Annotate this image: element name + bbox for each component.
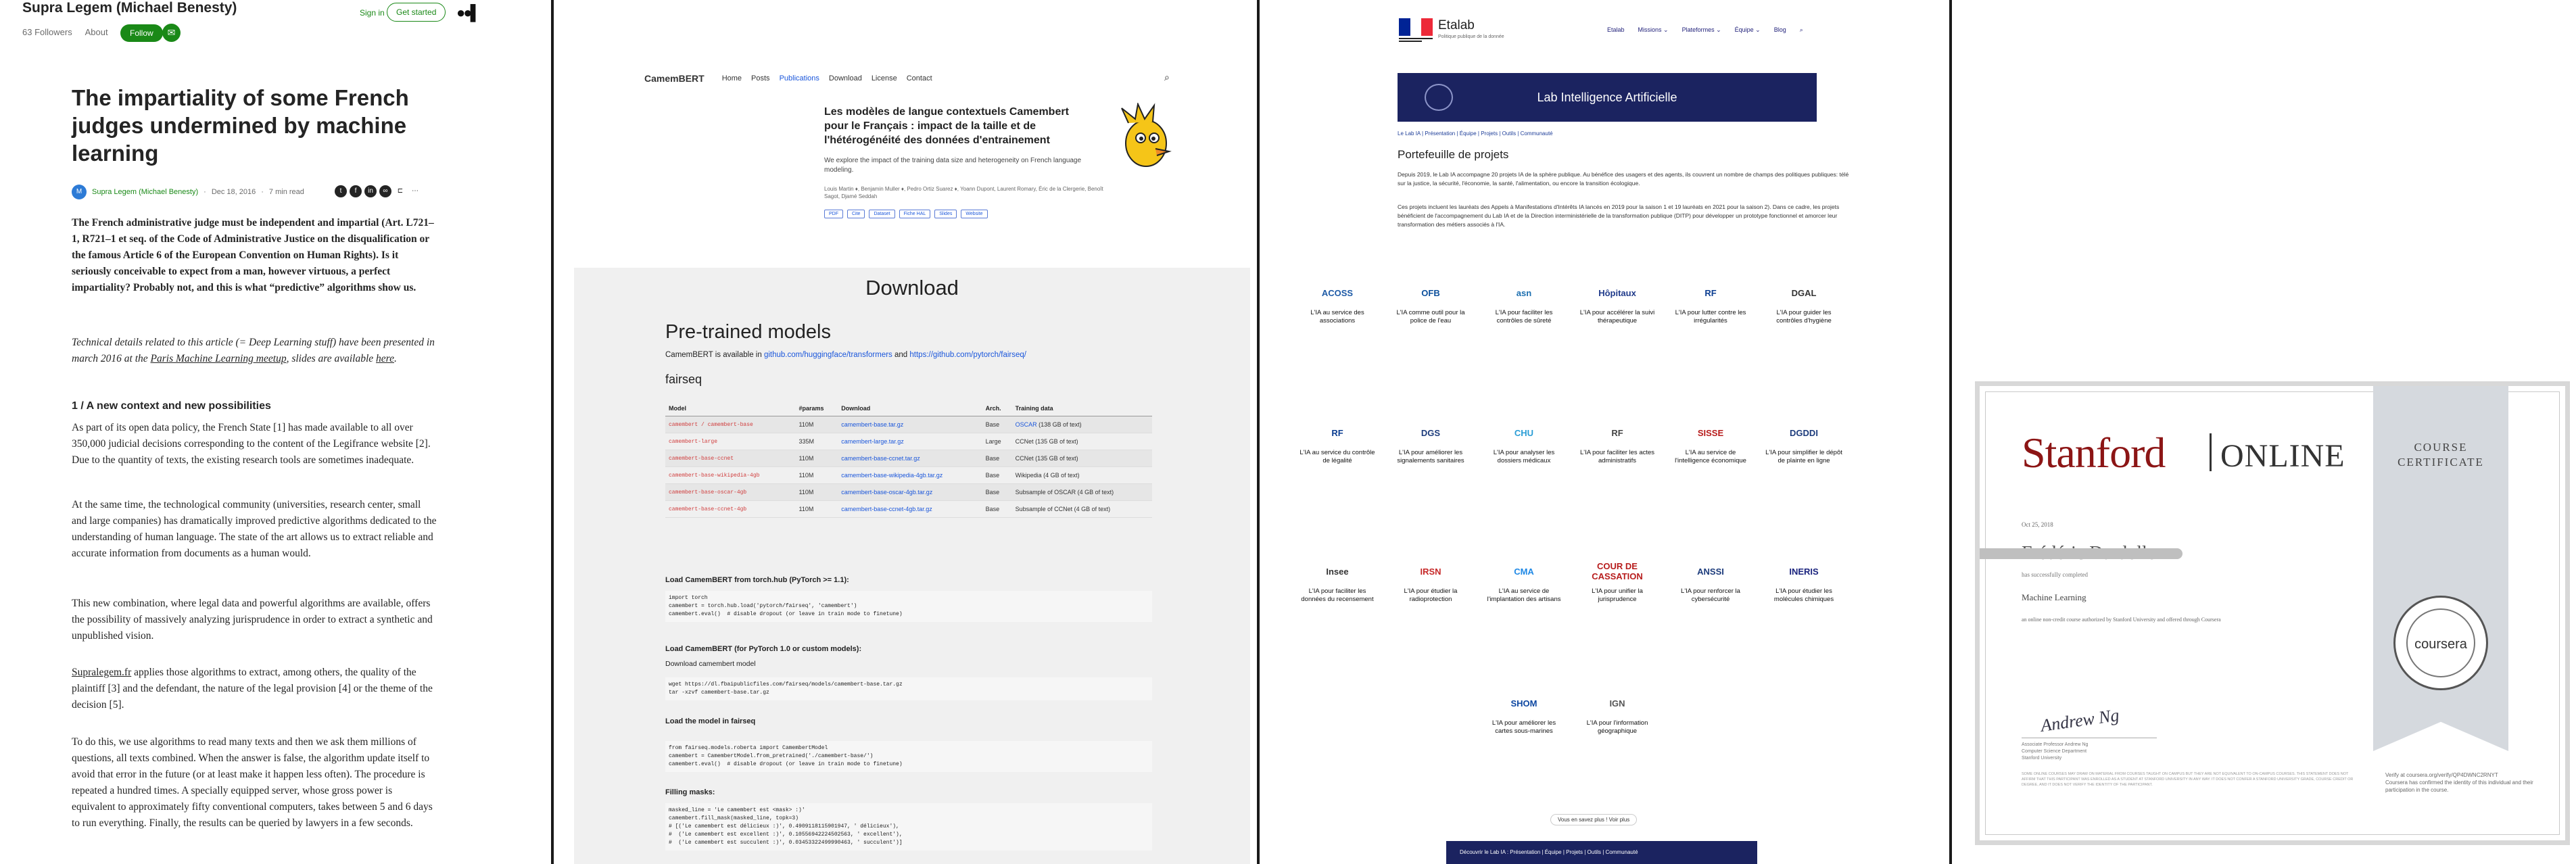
table-row [665, 416, 1152, 433]
intro-paragraph-2: Ces projets incluent les lauréats des Appels à Manifestations d'Intérêts IA lancés en 2019 pour la saison 1 et 19 lauréats en 2021 pour la saison 2). Dans ce cadre, les projets bénéficient de l'accompagnement du Lab IA et de la Direction interministérielle de la transformation publique (DITP) pour développer un prototype fonctionnel et amorcer leur transformation des métiers associés à l'IA. [1398, 203, 1840, 228]
redaction-bar [1980, 548, 2183, 559]
disclaimer-text: SOME ONLINE COURSES MAY DRAW ON MATERIAL FROM COURSES TAUGHT ON CAMPUS BUT THEY ARE NOT EQUIVALENT TO ON-CAMPUS COURSES. THIS STATEMENT DOES NOT AFFIRM THAT THIS PARTICIPANT WAS ENROLLED AS A STUDENT AT STANFORD UNIVERSITY IN ANY WAY. IT DOES NOT CONFER A STANFORD UNIVERSITY GRADE, COURSE CREDIT OR DEGREE, AND IT DOES NOT VERIFY THE IDENTITY OF THE PARTICIPANT. [2022, 772, 2354, 787]
project-logo: RF [1704, 287, 1717, 298]
paper-authors: Louis Martin ♦, Benjamin Muller ♦, Pedro Ortiz Suarez ♦, Yoann Dupont, Laurent Romary, Éric de la Clergerie, Benoît Sagot, Djamé Seddah [824, 186, 1103, 199]
share-bar [335, 185, 421, 197]
download-model-text: Download camembert model [665, 660, 756, 668]
paper-summary: We explore the impact of the training data size and heterogeneity on French language modeling. [824, 157, 1082, 174]
camembert-page [554, 0, 1257, 864]
followers-count[interactable]: 63 Followers [22, 27, 72, 37]
project-title: L'IA au service des associations [1310, 309, 1364, 325]
model-name: camembert-base-ccnet [665, 450, 796, 467]
article-title: The impartiality of some French judges undermined by machine learning [72, 85, 409, 166]
code-fill: masked_line = 'Le camembert est <mask> :)' camembert.fill_mask(masked_line, topk=3) # [('Le camembert est délicieux :)', 0.4909118115901947, ' délicieux'), # ('Le camembert est excellent :)', 0.10556942224502563, ' excellent'), # ('Le camembert est succulent :)', 0.03453322499990463, ' succulent')] [665, 803, 1152, 850]
fairseq-link[interactable]: https://github.com/pytorch/fairseq/ [909, 351, 1026, 359]
download-section [574, 268, 1250, 864]
project-card[interactable] [1483, 690, 1565, 736]
site-logo[interactable]: CamemBERT [644, 73, 705, 84]
supralegem-link[interactable]: Supralegem.fr [72, 667, 132, 678]
project-title: L'IA pour étudier la radioprotection [1404, 587, 1458, 603]
model-name: camembert-base-wikipedia-4gb [665, 467, 796, 484]
load-custom-heading: Load CamemBERT (for PyTorch 1.0 or custom models): [665, 645, 862, 653]
etalab-page [1260, 0, 1949, 864]
nav-missions[interactable]: Missions ⌄ [1638, 26, 1669, 33]
project-logo: INERIS [1789, 566, 1819, 577]
footer-nav[interactable]: Découvrir le Lab IA : Présentation | Équipe | Projets | Outils | Communauté [1446, 841, 1757, 864]
section-heading: 1 / A new context and new possibilities [72, 400, 271, 412]
model-arch: Large [982, 433, 1012, 450]
project-card[interactable] [1483, 279, 1565, 325]
model-download-link[interactable]: camembert-large.tar.gz [838, 433, 982, 450]
nav-publications[interactable]: Publications [779, 74, 819, 82]
intro-paragraph-1: Depuis 2019, le Lab IA accompagne 20 projets IA de la sphère publique. Au bénéfice des usagers et des agents, ils couvrent un nombre de champs des politiques publiques: télé sur la justice, la sécurité, l'économie, la santé, l'alimentation, ou encore la transition écologique. [1398, 171, 1849, 187]
model-params: 110M [796, 450, 838, 467]
model-arch: Base [982, 467, 1012, 484]
project-title: L'IA pour simplifier le dépôt de plainte en ligne [1765, 449, 1842, 464]
model-name: camembert-large [665, 433, 796, 450]
nav-contact[interactable]: Contact [906, 74, 932, 82]
model-training-data: OSCAR (138 GB of text) [1012, 416, 1152, 433]
get-started-button[interactable]: Get started [387, 3, 446, 22]
code-fairseq: from fairseq.models.roberta import CamembertModel camembert = CamembertModel.from_pretrained('./camembert-base/') camembert.eval() # disable dropout (or leave in train mode to finetune) [665, 741, 1152, 772]
project-logo: DGS [1421, 427, 1441, 438]
link-icon[interactable]: ∞ [379, 185, 391, 197]
project-logo: OFB [1421, 287, 1440, 298]
project-card[interactable] [1297, 419, 1378, 465]
certificate-date: Oct 25, 2018 [2022, 521, 2053, 528]
paragraph-4: Supralegem.fr applies those algorithms to extract, among others, the quality of the plaintiff [3] and the defendant, the nature of the legal provision [4] or the theme of the decision [5]. [72, 667, 433, 711]
camembert-mascot-icon [1115, 103, 1174, 170]
col-training: Training data [1012, 401, 1152, 416]
signer-name: Associate Professor Andrew Ng Computer Science Department Stanford University [2022, 742, 2089, 761]
project-logo: ANSSI [1697, 566, 1724, 577]
project-logo: SHOM [1510, 698, 1537, 709]
project-card[interactable] [1670, 419, 1751, 465]
course-description: an online non-credit course authorized by Stanford University and offered through Coursera [2022, 617, 2221, 623]
project-title: L'IA pour étudier les molécules chimiques [1773, 587, 1834, 603]
project-title: L'IA pour unifier la jurisprudence [1592, 587, 1643, 603]
fairseq-heading: fairseq [665, 373, 702, 386]
dataset-button[interactable]: Dataset [869, 210, 895, 218]
project-logo: COUR DE CASSATION [1592, 561, 1643, 581]
filling-masks-heading: Filling masks: [665, 788, 715, 796]
download-heading: Download [865, 276, 959, 299]
read-time: 7 min read [268, 188, 304, 196]
technical-note: Technical details related to this article (= Deep Learning stuff) have been presented in march 2016 at the Paris Machine Learning meetup, slides are available here. [72, 337, 435, 364]
etalab-tagline: Politique publique de la donnée [1438, 34, 1504, 39]
nav-equipe[interactable]: Équipe ⌄ [1734, 26, 1761, 33]
sign-in-link[interactable]: Sign in [360, 8, 385, 18]
certificate-view [1952, 0, 2576, 864]
project-card[interactable] [1763, 279, 1844, 325]
meetup-link[interactable]: Paris Machine Learning meetup [150, 353, 287, 364]
project-card[interactable] [1297, 279, 1378, 325]
project-logo: RF [1331, 427, 1343, 438]
slides-button[interactable]: Slides [934, 210, 957, 218]
about-link[interactable]: About [85, 27, 108, 37]
hal-button[interactable]: Fiche HAL [899, 210, 931, 218]
load-fairseq-heading: Load the model in fairseq [665, 717, 756, 725]
linkedin-icon[interactable]: in [364, 185, 377, 197]
search-icon[interactable]: ⌕ [1164, 72, 1170, 82]
project-logo: Insee [1326, 566, 1349, 577]
nav-etalab[interactable]: Etalab [1607, 26, 1625, 33]
paper-links [824, 210, 988, 218]
see-more-button[interactable]: Vous en savez plus ! Voir plus [1550, 814, 1637, 825]
project-logo: IRSN [1420, 566, 1441, 577]
nav-download[interactable]: Download [828, 74, 862, 82]
model-arch: Base [982, 484, 1012, 501]
project-logo: IGN [1609, 698, 1625, 709]
project-logo: CMA [1514, 566, 1534, 577]
project-title: L'IA comme outil pour la police de l'eau [1396, 309, 1465, 325]
article-date: Dec 18, 2016 [211, 188, 256, 196]
completed-text: has successfully completed [2022, 571, 2088, 578]
project-card[interactable] [1483, 419, 1565, 465]
table-row [665, 467, 1152, 484]
model-params: 110M [796, 416, 838, 433]
subscribe-mail-icon[interactable]: ✉ [162, 24, 181, 42]
coursera-seal-icon [2393, 596, 2488, 690]
project-title: L'IA pour améliorer les signalements sanitaires [1397, 449, 1464, 464]
project-logo: Hôpitaux [1598, 287, 1636, 298]
project-card[interactable] [1483, 558, 1565, 604]
course-certificate [1975, 381, 2570, 845]
project-title: L'IA pour faciliter les actes administratifs [1579, 449, 1655, 464]
top-nav [644, 73, 932, 84]
facebook-icon[interactable]: f [350, 185, 362, 197]
model-training-data: CCNet (135 GB of text) [1012, 450, 1152, 467]
project-card[interactable] [1577, 558, 1658, 604]
oscar-link[interactable]: OSCAR [1015, 421, 1037, 428]
model-params: 335M [796, 433, 838, 450]
marianne-flag-icon[interactable] [1399, 18, 1433, 44]
publication-name[interactable]: Supra Legem (Michael Benesty) [22, 0, 237, 16]
top-nav [1607, 26, 1803, 34]
project-logo: ACOSS [1321, 287, 1354, 298]
website-button[interactable]: Website [961, 210, 987, 218]
project-title: L'IA au service du contrôle de légalité [1299, 449, 1375, 464]
paragraph-1: As part of its open data policy, the French State [1] has made available to all over 350,000 judicial decisions corresponding to the content of the Legifrance website [2]. Due to the quantity of texts, the existing research tools are sometimes inadequate. [72, 422, 431, 466]
project-card[interactable] [1577, 690, 1658, 736]
model-params: 110M [796, 501, 838, 518]
model-name: camembert-base-ccnet-4gb [665, 501, 796, 518]
transformers-link[interactable]: github.com/huggingface/transformers [763, 351, 892, 359]
logo-divider [2210, 433, 2212, 471]
project-card[interactable] [1297, 558, 1378, 604]
col-arch: Arch. [982, 401, 1012, 416]
verify-text[interactable]: Verify at coursera.org/verify/QP4DWNC2RNYT Coursera has confirmed the identity of this individual and their participation in the course. [2385, 772, 2533, 793]
publication-meta [22, 27, 119, 37]
project-title: L'IA pour lutter contre les irrégularités [1675, 309, 1746, 325]
page-heading: Portefeuille de projets [1398, 148, 1509, 161]
col-model: Model [665, 401, 796, 416]
model-training-data: Wikipedia (4 GB of text) [1012, 467, 1152, 484]
stanford-logo: Stanford [2022, 429, 2166, 477]
paragraph-5: To do this, we use algorithms to read many texts and then we ask them millions of questions, all texts combined. When the answer is false, the algorithm update itself to avoid that error in the future (or at least make it happen less often). The procedure is repeated a hundred times. A specially equipped server, whose gross power is equivalent to approximately fifty conventional computers, takes between 5 and 6 days to run everything. Finally, the results can be queried by lawyers in a few seconds. [72, 736, 433, 829]
model-arch: Base [982, 416, 1012, 433]
model-download-link[interactable]: camembert-base-ccnet-4gb.tar.gz [838, 501, 982, 518]
project-title: L'IA pour analyser les dossiers médicaux [1493, 449, 1555, 464]
project-logo: RF [1611, 427, 1623, 438]
model-name: camembert / camembert-base [665, 416, 796, 433]
project-title: L'IA pour guider les contrôles d'hygiène [1776, 309, 1832, 325]
models-table [665, 401, 1152, 518]
project-logo: CHU [1514, 427, 1534, 438]
table-row [665, 433, 1152, 450]
model-name: camembert-base-oscar-4gb [665, 484, 796, 501]
search-icon[interactable]: ⌕ [1799, 26, 1803, 33]
author-link[interactable]: Supra Legem (Michael Benesty) [92, 188, 199, 196]
project-card[interactable] [1763, 558, 1844, 604]
banner-title: Lab Intelligence Artificielle [1537, 91, 1677, 104]
pretrained-heading: Pre-trained models [665, 321, 831, 343]
project-title: L'IA pour faciliter les contrôles de sûreté [1495, 309, 1553, 325]
model-training-data: Subsample of OSCAR (4 GB of text) [1012, 484, 1152, 501]
project-card[interactable] [1670, 558, 1751, 604]
course-name: Machine Learning [2022, 592, 2086, 602]
col-download: Download [838, 401, 982, 416]
nav-home[interactable]: Home [721, 74, 742, 82]
nav-license[interactable]: License [871, 74, 897, 82]
medium-logo-icon[interactable]: ●●▌ [456, 4, 479, 21]
model-download-link[interactable]: camembert-base-ccnet.tar.gz [838, 450, 982, 467]
bookmark-icon[interactable]: ⊏ [397, 187, 404, 195]
table-row [665, 484, 1152, 501]
model-download-link[interactable]: camembert-base-wikipedia-4gb.tar.gz [838, 467, 982, 484]
certificate-label: COURSE CERTIFICATE [2398, 441, 2484, 469]
sub-nav[interactable]: Le Lab IA | Présentation | Équipe | Projets | Outils | Communauté [1398, 130, 1553, 137]
project-card[interactable] [1390, 279, 1471, 325]
code-download: wget https://dl.fbaipublicfiles.com/fairseq/models/camembert-base.tar.gz tar -xzvf camembert-base.tar.gz [665, 677, 1152, 700]
table-row [665, 501, 1152, 518]
article-intro: The French administrative judge must be independent and impartial (Art. L721–1, R721–1 et seq. of the Code of Administrative Justice on the disqualification or the famous Article 6 of the European Convention on Human Rights). Is it seriously conceivable to expect from a man, however virtuous, a perfect impartiality? Probably not, and this is what “predictive” algorithms show us. [72, 217, 434, 293]
seal-text: coursera [2406, 608, 2475, 677]
cite-button[interactable]: Cite [847, 210, 865, 218]
signature: Andrew Ng [2039, 705, 2121, 736]
project-logo: asn [1516, 287, 1532, 298]
project-title: L'IA pour faciliter les données du recensement [1301, 587, 1374, 603]
more-icon[interactable]: ⋯ [412, 187, 419, 195]
project-title: L'IA pour améliorer les cartes sous-marines [1492, 719, 1556, 735]
brain-icon [1425, 84, 1453, 111]
slides-link[interactable]: here [376, 353, 394, 364]
project-title: L'IA pour accélérer la suivi thérapeutique [1579, 309, 1655, 325]
project-title: L'IA au service de l'intelligence économique [1675, 449, 1746, 464]
col-params: #params [796, 401, 838, 416]
project-card[interactable] [1763, 419, 1844, 465]
medium-article-page [0, 0, 551, 864]
load-hub-heading: Load CamemBERT from torch.hub (PyTorch >= 1.1): [665, 576, 849, 584]
model-download-link[interactable]: camembert-base-oscar-4gb.tar.gz [838, 484, 982, 501]
follow-button[interactable]: Follow [120, 24, 163, 42]
article-meta: M Supra Legem (Michael Benesty) · Dec 18, 2016 · 7 min read [72, 185, 304, 199]
paragraph-3: This new combination, where legal data and powerful algorithms are available, offers the possibility of massively analyzing jurisprudence in order to extract a synthetic and unpublished vision. [72, 598, 433, 642]
nav-posts[interactable]: Posts [751, 74, 770, 82]
paragraph-2: At the same time, the technological community (universities, research center, small and large companies) has dramatically improved predictive algorithms dedicated to the understanding of human language. The state of the art allows us to extract reliable and accurate information from documents as a human would. [72, 499, 437, 559]
project-card[interactable] [1390, 558, 1471, 604]
project-card[interactable] [1577, 419, 1658, 465]
table-row [665, 450, 1152, 467]
code-hub: import torch camembert = torch.hub.load('pytorch/fairseq', 'camembert') camembert.eval() # disable dropout (or leave in train mode to finetune) [665, 591, 1152, 622]
availability-text: CamemBERT is available in github.com/huggingface/transformers and https://github.com/pytorch/fairseq/ [665, 351, 1026, 359]
project-card[interactable] [1670, 279, 1751, 325]
author-avatar[interactable]: M [72, 185, 87, 199]
online-logo: ONLINE [2220, 438, 2345, 474]
project-title: L'IA pour renforcer la cybersécurité [1681, 587, 1740, 603]
nav-blog[interactable]: Blog [1773, 26, 1786, 33]
lab-ia-banner [1398, 73, 1817, 122]
project-logo: DGAL [1791, 287, 1817, 298]
model-arch: Base [982, 450, 1012, 467]
model-params: 110M [796, 467, 838, 484]
paper-title: Les modèles de langue contextuels Camembert pour le Français : impact de la taille et de l'hétérogénéité des données d'entrainement [824, 106, 1069, 146]
etalab-logo[interactable]: Etalab [1438, 18, 1475, 32]
project-logo: SISSE [1697, 427, 1724, 438]
model-download-link[interactable]: camembert-base.tar.gz [838, 416, 982, 433]
pdf-button[interactable]: PDF [824, 210, 843, 218]
model-params: 110M [796, 484, 838, 501]
nav-plateformes[interactable]: Plateformes ⌄ [1681, 26, 1721, 33]
model-arch: Base [982, 501, 1012, 518]
twitter-icon[interactable]: t [335, 185, 347, 197]
project-card[interactable] [1577, 279, 1658, 325]
project-logo: DGDDI [1790, 427, 1818, 438]
model-training-data: Subsample of CCNet (4 GB of text) [1012, 501, 1152, 518]
project-title: L'IA au service de l'implantation des artisans [1487, 587, 1561, 603]
project-card[interactable] [1390, 419, 1471, 465]
model-training-data: CCNet (135 GB of text) [1012, 433, 1152, 450]
project-title: L'IA pour l'information géographique [1586, 719, 1648, 735]
